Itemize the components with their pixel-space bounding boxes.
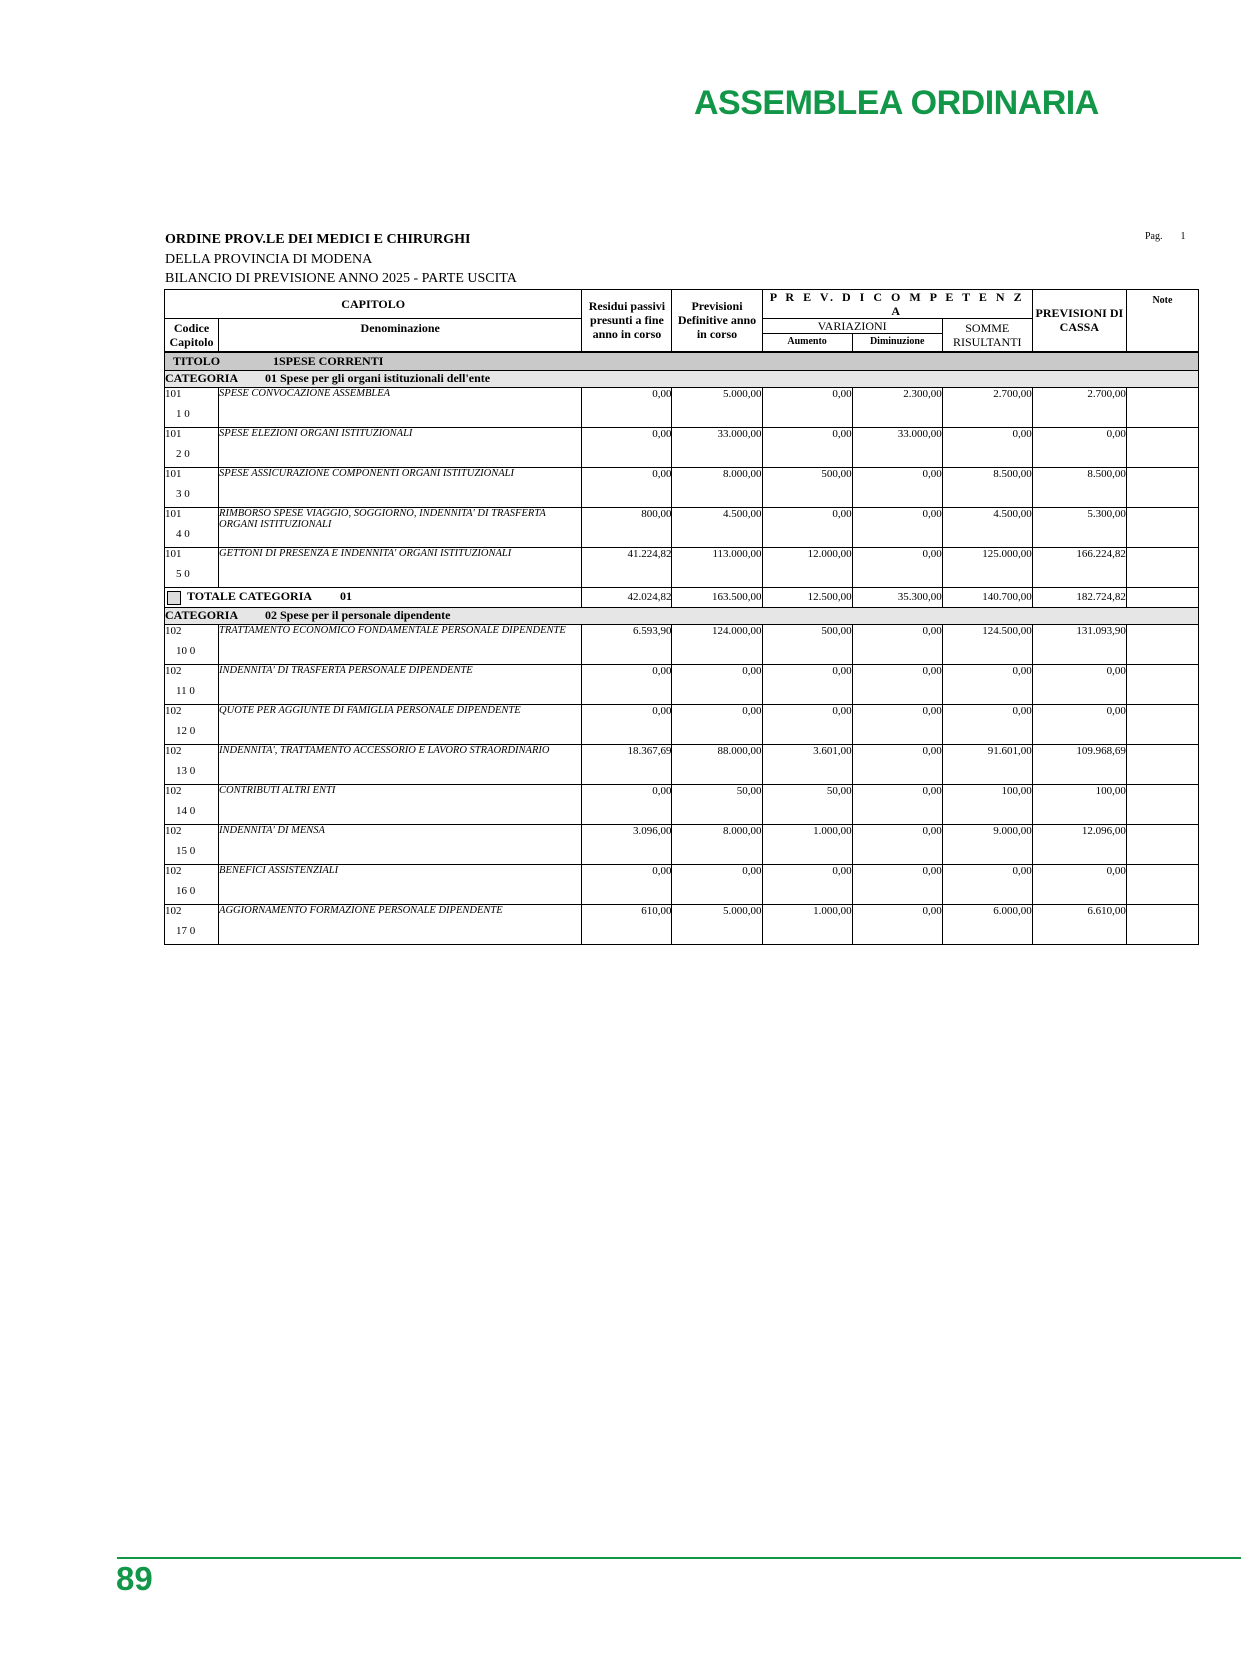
denominazione-cell: SPESE ELEZIONI ORGANI ISTITUZIONALI: [219, 427, 582, 467]
category-row: [165, 370, 1199, 387]
aumento-cell: 0,00: [762, 704, 852, 744]
somme-cell: 9.000,00: [942, 824, 1032, 864]
header-somme: SOMME RISULTANTI: [942, 319, 1032, 352]
denominazione-cell: SPESE ASSICURAZIONE COMPONENTI ORGANI ISTITUZIONALI: [219, 467, 582, 507]
denominazione-cell: BENEFICI ASSISTENZIALI: [219, 864, 582, 904]
capitolo-sub: 11 0: [176, 684, 195, 697]
residui-cell: 0,00: [582, 427, 672, 467]
capitolo-sub: 14 0: [176, 804, 196, 817]
diminuzione-cell: 0,00: [852, 664, 942, 704]
note-cell: [1126, 744, 1198, 784]
residui-cell: 0,00: [582, 664, 672, 704]
category-row: [165, 607, 1199, 624]
cassa-cell: 131.093,90: [1032, 624, 1126, 664]
category-label: CATEGORIA: [165, 371, 239, 385]
denominazione-cell: INDENNITA' DI TRASFERTA PERSONALE DIPENDENTE: [219, 664, 582, 704]
denominazione-cell: AGGIORNAMENTO FORMAZIONE PERSONALE DIPENDENTE: [219, 904, 582, 944]
residui-cell: 0,00: [582, 704, 672, 744]
category-label: CATEGORIA: [165, 608, 239, 622]
aumento-cell: 500,00: [762, 624, 852, 664]
note-cell: [1126, 704, 1198, 744]
note-cell: [1126, 664, 1198, 704]
somme-cell: 4.500,00: [942, 507, 1032, 547]
capitolo-sub: 17 0: [176, 924, 196, 937]
page-number: 89: [116, 1560, 153, 1597]
capitolo-code: [165, 664, 219, 704]
prev-def-cell: 0,00: [672, 704, 762, 744]
somme-cell: 125.000,00: [942, 547, 1032, 587]
aumento-cell: 0,00: [762, 664, 852, 704]
somme-cell: 100,00: [942, 784, 1032, 824]
category-code: 02: [265, 608, 277, 622]
somme-cell: 2.700,00: [942, 387, 1032, 427]
page-label: Pag.: [1145, 231, 1163, 242]
header-aumento: Aumento: [762, 334, 852, 352]
somme-cell: 8.500,00: [942, 467, 1032, 507]
prev-def-cell: 4.500,00: [672, 507, 762, 547]
table-row: [165, 427, 1199, 467]
header-residui: Residui passivi presunti a fine anno in corso: [582, 290, 672, 352]
cassa-cell: 100,00: [1032, 784, 1126, 824]
table-row: [165, 904, 1199, 944]
prev-def-cell: 0,00: [672, 664, 762, 704]
aumento-cell: 50,00: [762, 784, 852, 824]
somme-cell: 0,00: [942, 864, 1032, 904]
capitolo-code: [165, 784, 219, 824]
residui-cell: 0,00: [582, 784, 672, 824]
note-cell: [1126, 864, 1198, 904]
org-province: DELLA PROVINCIA DI MODENA: [165, 251, 373, 267]
denominazione-cell: INDENNITA' DI MENSA: [219, 824, 582, 864]
capitolo-sub: 4 0: [176, 527, 190, 540]
capitolo-sub: 12 0: [176, 724, 196, 737]
residui-cell: 3.096,00: [582, 824, 672, 864]
somme-cell: 0,00: [942, 704, 1032, 744]
header-denominazione: Denominazione: [219, 319, 582, 352]
denominazione-cell: INDENNITA', TRATTAMENTO ACCESSORIO E LAVORO STRAORDINARIO: [219, 744, 582, 784]
diminuzione-cell: 0,00: [852, 704, 942, 744]
cassa-cell: 6.610,00: [1032, 904, 1126, 944]
cassa-cell: 0,00: [1032, 864, 1126, 904]
capitolo-code: [165, 704, 219, 744]
titolo-label: TITOLO: [173, 353, 221, 368]
capitolo-code: [165, 904, 219, 944]
residui-cell: 0,00: [582, 467, 672, 507]
aumento-cell: 12.000,00: [762, 547, 852, 587]
org-name: ORDINE PROV.LE DEI MEDICI E CHIRURGHI: [165, 232, 471, 247]
prev-def-cell: 8.000,00: [672, 467, 762, 507]
denominazione-cell: GETTONI DI PRESENZA E INDENNITA' ORGANI ISTITUZIONALI: [219, 547, 582, 587]
diminuzione-cell: 0,00: [852, 784, 942, 824]
capitolo-sub: 2 0: [176, 447, 190, 460]
total-diminuzione: 35.300,00: [852, 587, 942, 607]
capitolo-number: 102: [165, 704, 182, 717]
aumento-cell: 3.601,00: [762, 744, 852, 784]
capitolo-number: 102: [165, 744, 182, 757]
capitolo-number: 102: [165, 624, 182, 637]
table-row: [165, 784, 1199, 824]
total-cassa: 182.724,82: [1032, 587, 1126, 607]
note-cell: [1126, 547, 1198, 587]
prev-def-cell: 8.000,00: [672, 824, 762, 864]
table-row: [165, 664, 1199, 704]
cassa-cell: 0,00: [1032, 664, 1126, 704]
total-code: 01: [340, 589, 353, 604]
capitolo-code: [165, 624, 219, 664]
residui-cell: 18.367,69: [582, 744, 672, 784]
note-cell: [1126, 467, 1198, 507]
capitolo-sub: 15 0: [176, 844, 196, 857]
denominazione-cell: TRATTAMENTO ECONOMICO FONDAMENTALE PERSONALE DIPENDENTE: [219, 624, 582, 664]
prev-def-cell: 124.000,00: [672, 624, 762, 664]
cassa-cell: 0,00: [1032, 427, 1126, 467]
cassa-cell: 8.500,00: [1032, 467, 1126, 507]
capitolo-code: [165, 547, 219, 587]
residui-cell: 800,00: [582, 507, 672, 547]
table-row: [165, 744, 1199, 784]
capitolo-code: [165, 467, 219, 507]
category-total-row: [165, 587, 1199, 607]
cassa-cell: 0,00: [1032, 704, 1126, 744]
denominazione-cell: QUOTE PER AGGIUNTE DI FAMIGLIA PERSONALE DIPENDENTE: [219, 704, 582, 744]
table-row: [165, 547, 1199, 587]
cassa-cell: 166.224,82: [1032, 547, 1126, 587]
diminuzione-cell: 0,00: [852, 744, 942, 784]
cassa-cell: 12.096,00: [1032, 824, 1126, 864]
capitolo-code: [165, 387, 219, 427]
somme-cell: 6.000,00: [942, 904, 1032, 944]
table-row: [165, 704, 1199, 744]
total-prev-def: 163.500,00: [672, 587, 762, 607]
capitolo-sub: 13 0: [176, 764, 196, 777]
prev-def-cell: 88.000,00: [672, 744, 762, 784]
capitolo-number: 102: [165, 864, 182, 877]
table-row: [165, 824, 1199, 864]
capitolo-number: 101: [165, 387, 182, 400]
header-previsioni-cassa: PREVISIONI DI CASSA: [1032, 290, 1126, 352]
cassa-cell: 2.700,00: [1032, 387, 1126, 427]
residui-cell: 6.593,90: [582, 624, 672, 664]
aumento-cell: 0,00: [762, 387, 852, 427]
residui-cell: 0,00: [582, 387, 672, 427]
capitolo-code: [165, 427, 219, 467]
denominazione-cell: RIMBORSO SPESE VIAGGIO, SOGGIORNO, INDENNITA' DI TRASFERTA ORGANI ISTITUZIONALI: [219, 507, 582, 547]
total-somme: 140.700,00: [942, 587, 1032, 607]
capitolo-number: 101: [165, 427, 182, 440]
aumento-cell: 1.000,00: [762, 824, 852, 864]
header-capitolo: CAPITOLO: [165, 290, 582, 319]
capitolo-number: 102: [165, 824, 182, 837]
page-indicator: [1145, 231, 1186, 242]
denominazione-cell: SPESE CONVOCAZIONE ASSEMBLEA: [219, 387, 582, 427]
capitolo-sub: 5 0: [176, 567, 190, 580]
section-heading: ASSEMBLEA ORDINARIA: [694, 84, 1099, 122]
note-cell: [1126, 904, 1198, 944]
somme-cell: 91.601,00: [942, 744, 1032, 784]
diminuzione-cell: 2.300,00: [852, 387, 942, 427]
category-name: Spese per gli organi istituzionali dell'ente: [280, 371, 491, 385]
prev-def-cell: 5.000,00: [672, 904, 762, 944]
category-code: 01: [265, 371, 277, 385]
capitolo-code: [165, 824, 219, 864]
note-cell: [1126, 427, 1198, 467]
capitolo-code: [165, 864, 219, 904]
category-name: Spese per il personale dipendente: [280, 608, 451, 622]
diminuzione-cell: 0,00: [852, 507, 942, 547]
titolo-text: 1SPESE CORRENTI: [273, 353, 384, 368]
denominazione-cell: CONTRIBUTI ALTRI ENTI: [219, 784, 582, 824]
capitolo-sub: 1 0: [176, 407, 190, 420]
header-variazioni: VARIAZIONI: [762, 319, 942, 334]
checkbox-icon: [167, 591, 181, 605]
diminuzione-cell: 0,00: [852, 624, 942, 664]
capitolo-number: 101: [165, 467, 182, 480]
total-aumento: 12.500,00: [762, 587, 852, 607]
aumento-cell: 0,00: [762, 427, 852, 467]
header-codice: Codice Capitolo: [165, 319, 219, 352]
residui-cell: 0,00: [582, 864, 672, 904]
capitolo-number: 102: [165, 784, 182, 797]
somme-cell: 0,00: [942, 664, 1032, 704]
aumento-cell: 500,00: [762, 467, 852, 507]
table-row: [165, 624, 1199, 664]
capitolo-number: 102: [165, 904, 182, 917]
diminuzione-cell: 0,00: [852, 904, 942, 944]
somme-cell: 124.500,00: [942, 624, 1032, 664]
table-row: [165, 467, 1199, 507]
capitolo-number: 101: [165, 507, 182, 520]
aumento-cell: 0,00: [762, 507, 852, 547]
page-index: 1: [1180, 231, 1186, 242]
header-note: Note: [1126, 290, 1198, 352]
diminuzione-cell: 33.000,00: [852, 427, 942, 467]
note-cell: [1126, 624, 1198, 664]
note-cell: [1126, 824, 1198, 864]
header-diminuzione: Diminuzione: [852, 334, 942, 352]
aumento-cell: 0,00: [762, 864, 852, 904]
capitolo-code: [165, 744, 219, 784]
prev-def-cell: 113.000,00: [672, 547, 762, 587]
cassa-cell: 109.968,69: [1032, 744, 1126, 784]
capitolo-sub: 3 0: [176, 487, 190, 500]
capitolo-number: 101: [165, 547, 182, 560]
total-label: TOTALE CATEGORIA: [187, 589, 313, 604]
capitolo-code: [165, 507, 219, 547]
somme-cell: 0,00: [942, 427, 1032, 467]
prev-def-cell: 0,00: [672, 864, 762, 904]
capitolo-number: 102: [165, 664, 182, 677]
capitolo-sub: 10 0: [176, 644, 196, 657]
cassa-cell: 5.300,00: [1032, 507, 1126, 547]
footer-rule: [117, 1557, 1241, 1559]
header-previsioni-definitive: Previsioni Definitive anno in corso: [672, 290, 762, 352]
titolo-row: [165, 352, 1199, 371]
budget-table: [164, 289, 1199, 945]
note-cell: [1126, 507, 1198, 547]
table-row: [165, 387, 1199, 427]
residui-cell: 610,00: [582, 904, 672, 944]
prev-def-cell: 5.000,00: [672, 387, 762, 427]
prev-def-cell: 33.000,00: [672, 427, 762, 467]
aumento-cell: 1.000,00: [762, 904, 852, 944]
diminuzione-cell: 0,00: [852, 864, 942, 904]
diminuzione-cell: 0,00: [852, 547, 942, 587]
budget-title: BILANCIO DI PREVISIONE ANNO 2025 - PARTE USCITA: [165, 271, 517, 286]
header-prev-competenza: P R E V. D I C O M P E T E N Z A: [762, 290, 1032, 319]
residui-cell: 41.224,82: [582, 547, 672, 587]
table-row: [165, 864, 1199, 904]
document-header: [165, 230, 517, 289]
note-cell: [1126, 784, 1198, 824]
prev-def-cell: 50,00: [672, 784, 762, 824]
total-residui: 42.024,82: [582, 587, 672, 607]
diminuzione-cell: 0,00: [852, 467, 942, 507]
note-cell: [1126, 387, 1198, 427]
table-row: [165, 507, 1199, 547]
total-note: [1126, 587, 1198, 607]
capitolo-sub: 16 0: [176, 884, 196, 897]
diminuzione-cell: 0,00: [852, 824, 942, 864]
